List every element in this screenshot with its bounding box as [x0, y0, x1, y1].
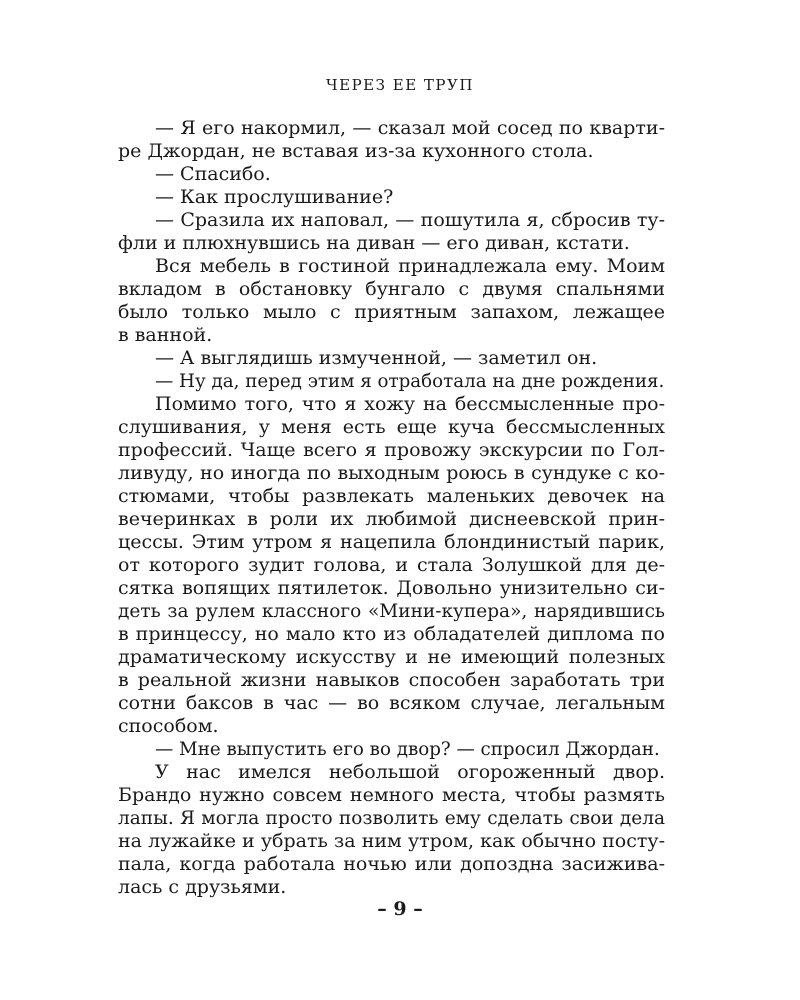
text-line: вечеринках в роли их любимой диснеевской прин- — [118, 508, 665, 530]
text-line: вкладом в обстановку бунгало с двумя спальнями — [118, 278, 665, 300]
paragraph — [118, 186, 665, 209]
text-line: в реальной жизни навыков способен заработать три — [118, 669, 665, 691]
text-line: драматическому искусству и не имеющий полезных — [118, 646, 665, 668]
text-line: фли и плюхнувшись на диван — его диван, кстати. — [118, 232, 630, 254]
text-line: от которого зудит голова, и стала Золушкой для де- — [118, 554, 665, 576]
text-line: — Спасибо. — [155, 163, 271, 185]
text-line: деть за рулем классного «Мини-купера», нарядившись — [118, 601, 665, 622]
text-line: пала, когда работала ночью или допоздна засижива- — [118, 853, 665, 875]
text-line: — Ну да, перед этим я отработала на дне рождения. — [155, 371, 665, 392]
text-line: способом. — [118, 715, 219, 737]
text-line: на лужайке и убрать за ним утром, как обычно посту- — [118, 830, 665, 852]
text-line: лапы. Я могла просто позволить ему сделать свои дела — [118, 808, 665, 829]
paragraph — [118, 163, 665, 186]
text-line: — А выглядишь измученной, — заметил он. — [155, 347, 598, 369]
running-title: ЧЕРЕЗ ЕЕ ТРУП — [326, 76, 474, 94]
text-line: — Мне выпустить его во двор? — спросил Джордан. — [155, 739, 660, 760]
paragraph — [118, 209, 665, 255]
text-line: — Я его накормил, — сказал мой сосед по кварти- — [155, 117, 665, 139]
text-line: профессий. Чаще всего я провожу экскурсии по Гол- — [118, 439, 665, 461]
text-line: сотни баксов в час — во всяком случае, легальным — [118, 692, 665, 714]
text-line: цессы. Этим утром я нацепила блондинистый парик, — [118, 531, 665, 553]
text-line: в принцессу, но мало кто из обладателей диплома по — [118, 623, 665, 645]
paragraph — [118, 255, 665, 347]
text-line: Вся мебель в гостиной принадлежала ему. Моим — [155, 255, 665, 277]
text-line: было только мыло с приятным запахом, лежащее — [118, 301, 665, 323]
paragraph — [118, 393, 665, 738]
paragraph — [118, 761, 665, 899]
text-line: слушивания, у меня есть еще куча бессмысленных — [118, 416, 665, 438]
page-number: – 9 – — [377, 898, 423, 920]
paragraph — [118, 347, 665, 370]
text-line: Помимо того, что я хожу на бессмысленные про- — [155, 393, 665, 415]
text-line: У нас имелся небольшой огороженный двор. — [155, 761, 665, 783]
paragraph — [118, 738, 665, 761]
text-line: ливуду, но иногда по выходным роюсь в сундуке с ко- — [118, 462, 665, 484]
body-text — [118, 117, 665, 899]
text-line: лась с друзьями. — [118, 876, 287, 898]
paragraph — [118, 370, 665, 393]
text-line: стюмами, чтобы развлекать маленьких девочек на — [118, 485, 665, 507]
text-line: — Как прослушивание? — [155, 186, 394, 208]
text-line: Брандо нужно совсем немного места, чтобы размять — [118, 784, 665, 806]
text-line: — Сразила их наповал, — пошутила я, сбросив ту- — [155, 209, 665, 231]
text-line: ре Джордан, не вставая из-за кухонного стола. — [118, 140, 594, 162]
text-line: в ванной. — [118, 324, 213, 346]
paragraph — [118, 117, 665, 163]
text-line: сятка вопящих пятилеток. Довольно унизительно си- — [118, 577, 665, 599]
